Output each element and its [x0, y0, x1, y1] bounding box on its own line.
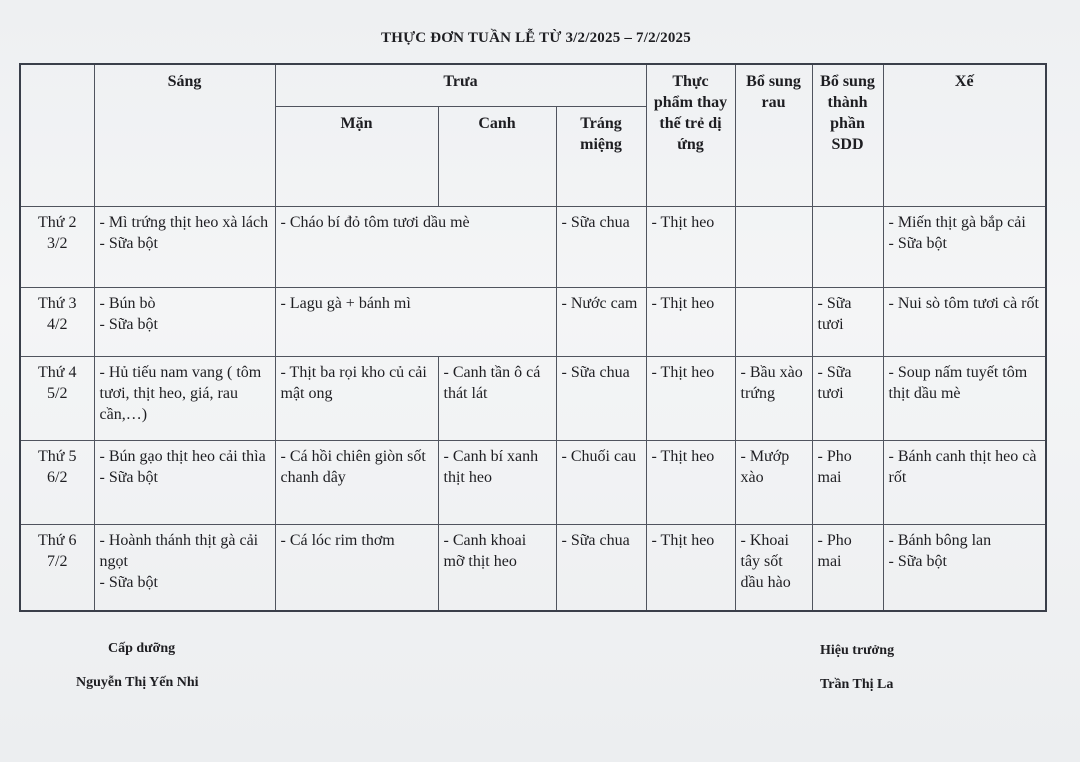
- bo-sung-sdd-cell: [812, 207, 883, 288]
- header-bo-sung-rau: Bổ sung rau: [735, 64, 812, 207]
- page-title: THỰC ĐƠN TUẦN LỄ TỪ 3/2/2025 – 7/2/2025: [381, 30, 691, 46]
- day-date: 4/2: [47, 316, 68, 333]
- xe-cell: [883, 357, 1046, 441]
- header-thuc-pham-thay-the: Thực phẩm thay thế trẻ dị ứng: [646, 64, 735, 207]
- man-canh-cell: - Cháo bí đỏ tôm tươi dầu mè: [275, 207, 556, 288]
- day-cell: [20, 207, 94, 288]
- bo-sung-rau-cell: [735, 288, 812, 357]
- day-name: Thứ 6: [38, 532, 77, 549]
- bo-sung-rau-cell: - Bầu xào trứng: [735, 357, 812, 441]
- day-cell: [20, 357, 94, 441]
- xe-cell: [883, 441, 1046, 525]
- xe-cell: [883, 525, 1046, 612]
- day-cell: [20, 441, 94, 525]
- sang-item: - Bún gạo thịt heo cải thìa: [99, 448, 266, 465]
- sang-item: - Mì trứng thịt heo xà lách: [99, 214, 269, 231]
- thay-the-cell: - Thịt heo: [646, 441, 735, 525]
- trang-mieng-cell: - Nước cam: [556, 288, 646, 357]
- sang-item: - Sữa bột: [99, 574, 158, 591]
- day-cell: [20, 525, 94, 612]
- header-canh: Canh: [438, 107, 556, 207]
- trang-mieng-cell: - Sữa chua: [556, 207, 646, 288]
- xe-item: - Nui sò tôm tươi cà rốt: [888, 295, 1039, 312]
- xe-item: - Bánh bông lan: [888, 532, 992, 549]
- man-cell: - Cá lóc rim thơm: [275, 525, 438, 612]
- day-cell: [20, 288, 94, 357]
- man-cell: - Thịt ba rọi kho củ cải mật ong: [275, 357, 438, 441]
- weekly-menu-table: [19, 63, 1047, 612]
- header-sang: Sáng: [94, 64, 275, 207]
- canh-cell: - Canh khoai mỡ thịt heo: [438, 525, 556, 612]
- table-row: [20, 288, 1046, 357]
- sang-item: - Sữa bột: [99, 469, 158, 486]
- day-name: Thứ 3: [38, 295, 77, 312]
- xe-item: - Bánh canh thịt heo cà rốt: [888, 448, 1037, 486]
- header-trang-mieng: Tráng miệng: [556, 107, 646, 207]
- xe-cell: [883, 207, 1046, 288]
- sang-cell: [94, 441, 275, 525]
- bo-sung-sdd-cell: - Sữa tươi: [812, 357, 883, 441]
- day-name: Thứ 2: [38, 214, 77, 231]
- day-date: 6/2: [47, 469, 68, 486]
- trang-mieng-cell: - Chuối cau: [556, 441, 646, 525]
- header-bo-sung-sdd: Bổ sung thành phần SDD: [812, 64, 883, 207]
- xe-cell: [883, 288, 1046, 357]
- signature-right-title: Hiệu trưởng: [820, 643, 895, 658]
- xe-item: - Soup nấm tuyết tôm thịt dầu mè: [888, 364, 1028, 402]
- bo-sung-sdd-cell: - Pho mai: [812, 525, 883, 612]
- bo-sung-sdd-cell: - Sữa tươi: [812, 288, 883, 357]
- xe-item: - Sữa bột: [888, 553, 947, 570]
- trang-mieng-cell: - Sữa chua: [556, 357, 646, 441]
- header-xe: Xế: [883, 64, 1046, 207]
- sang-item: - Bún bò: [99, 295, 156, 312]
- man-canh-cell: - Lagu gà + bánh mì: [275, 288, 556, 357]
- thay-the-cell: - Thịt heo: [646, 357, 735, 441]
- header-row-top: [20, 64, 1046, 107]
- bo-sung-rau-cell: - Mướp xào: [735, 441, 812, 525]
- sang-item: - Sữa bột: [99, 316, 158, 333]
- sang-item: - Hoành thánh thịt gà cải ngọt: [99, 532, 259, 570]
- table-row: [20, 441, 1046, 525]
- thay-the-cell: - Thịt heo: [646, 207, 735, 288]
- day-name: Thứ 5: [38, 448, 77, 465]
- xe-item: - Miến thịt gà bắp cải: [888, 214, 1026, 231]
- bo-sung-rau-cell: - Khoai tây sốt dầu hào: [735, 525, 812, 612]
- thay-the-cell: - Thịt heo: [646, 525, 735, 612]
- sang-cell: [94, 525, 275, 612]
- table-row: [20, 207, 1046, 288]
- trang-mieng-cell: - Sữa chua: [556, 525, 646, 612]
- header-day-cell: [20, 64, 94, 207]
- thay-the-cell: - Thịt heo: [646, 288, 735, 357]
- header-trua: Trưa: [275, 64, 646, 107]
- day-date: 3/2: [47, 235, 68, 252]
- signature-left-title: Cấp dưỡng: [108, 641, 176, 656]
- canh-cell: - Canh bí xanh thịt heo: [438, 441, 556, 525]
- sang-cell: [94, 207, 275, 288]
- day-date: 5/2: [47, 385, 68, 402]
- sang-cell: [94, 357, 275, 441]
- sang-item: - Sữa bột: [99, 235, 158, 252]
- day-name: Thứ 4: [38, 364, 77, 381]
- bo-sung-sdd-cell: - Pho mai: [812, 441, 883, 525]
- bo-sung-rau-cell: [735, 207, 812, 288]
- table-row: [20, 357, 1046, 441]
- table-row: [20, 525, 1046, 612]
- signature-right-name: Trần Thị La: [820, 677, 894, 692]
- xe-item: - Sữa bột: [888, 235, 947, 252]
- header-man: Mặn: [275, 107, 438, 207]
- sang-item: - Hủ tiếu nam vang ( tôm tươi, thịt heo, giá, rau cần,…): [99, 364, 262, 423]
- signature-left-name: Nguyễn Thị Yến Nhi: [76, 675, 199, 690]
- sang-cell: [94, 288, 275, 357]
- canh-cell: - Canh tần ô cá thát lát: [438, 357, 556, 441]
- man-cell: - Cá hồi chiên giòn sốt chanh dây: [275, 441, 438, 525]
- day-date: 7/2: [47, 553, 68, 570]
